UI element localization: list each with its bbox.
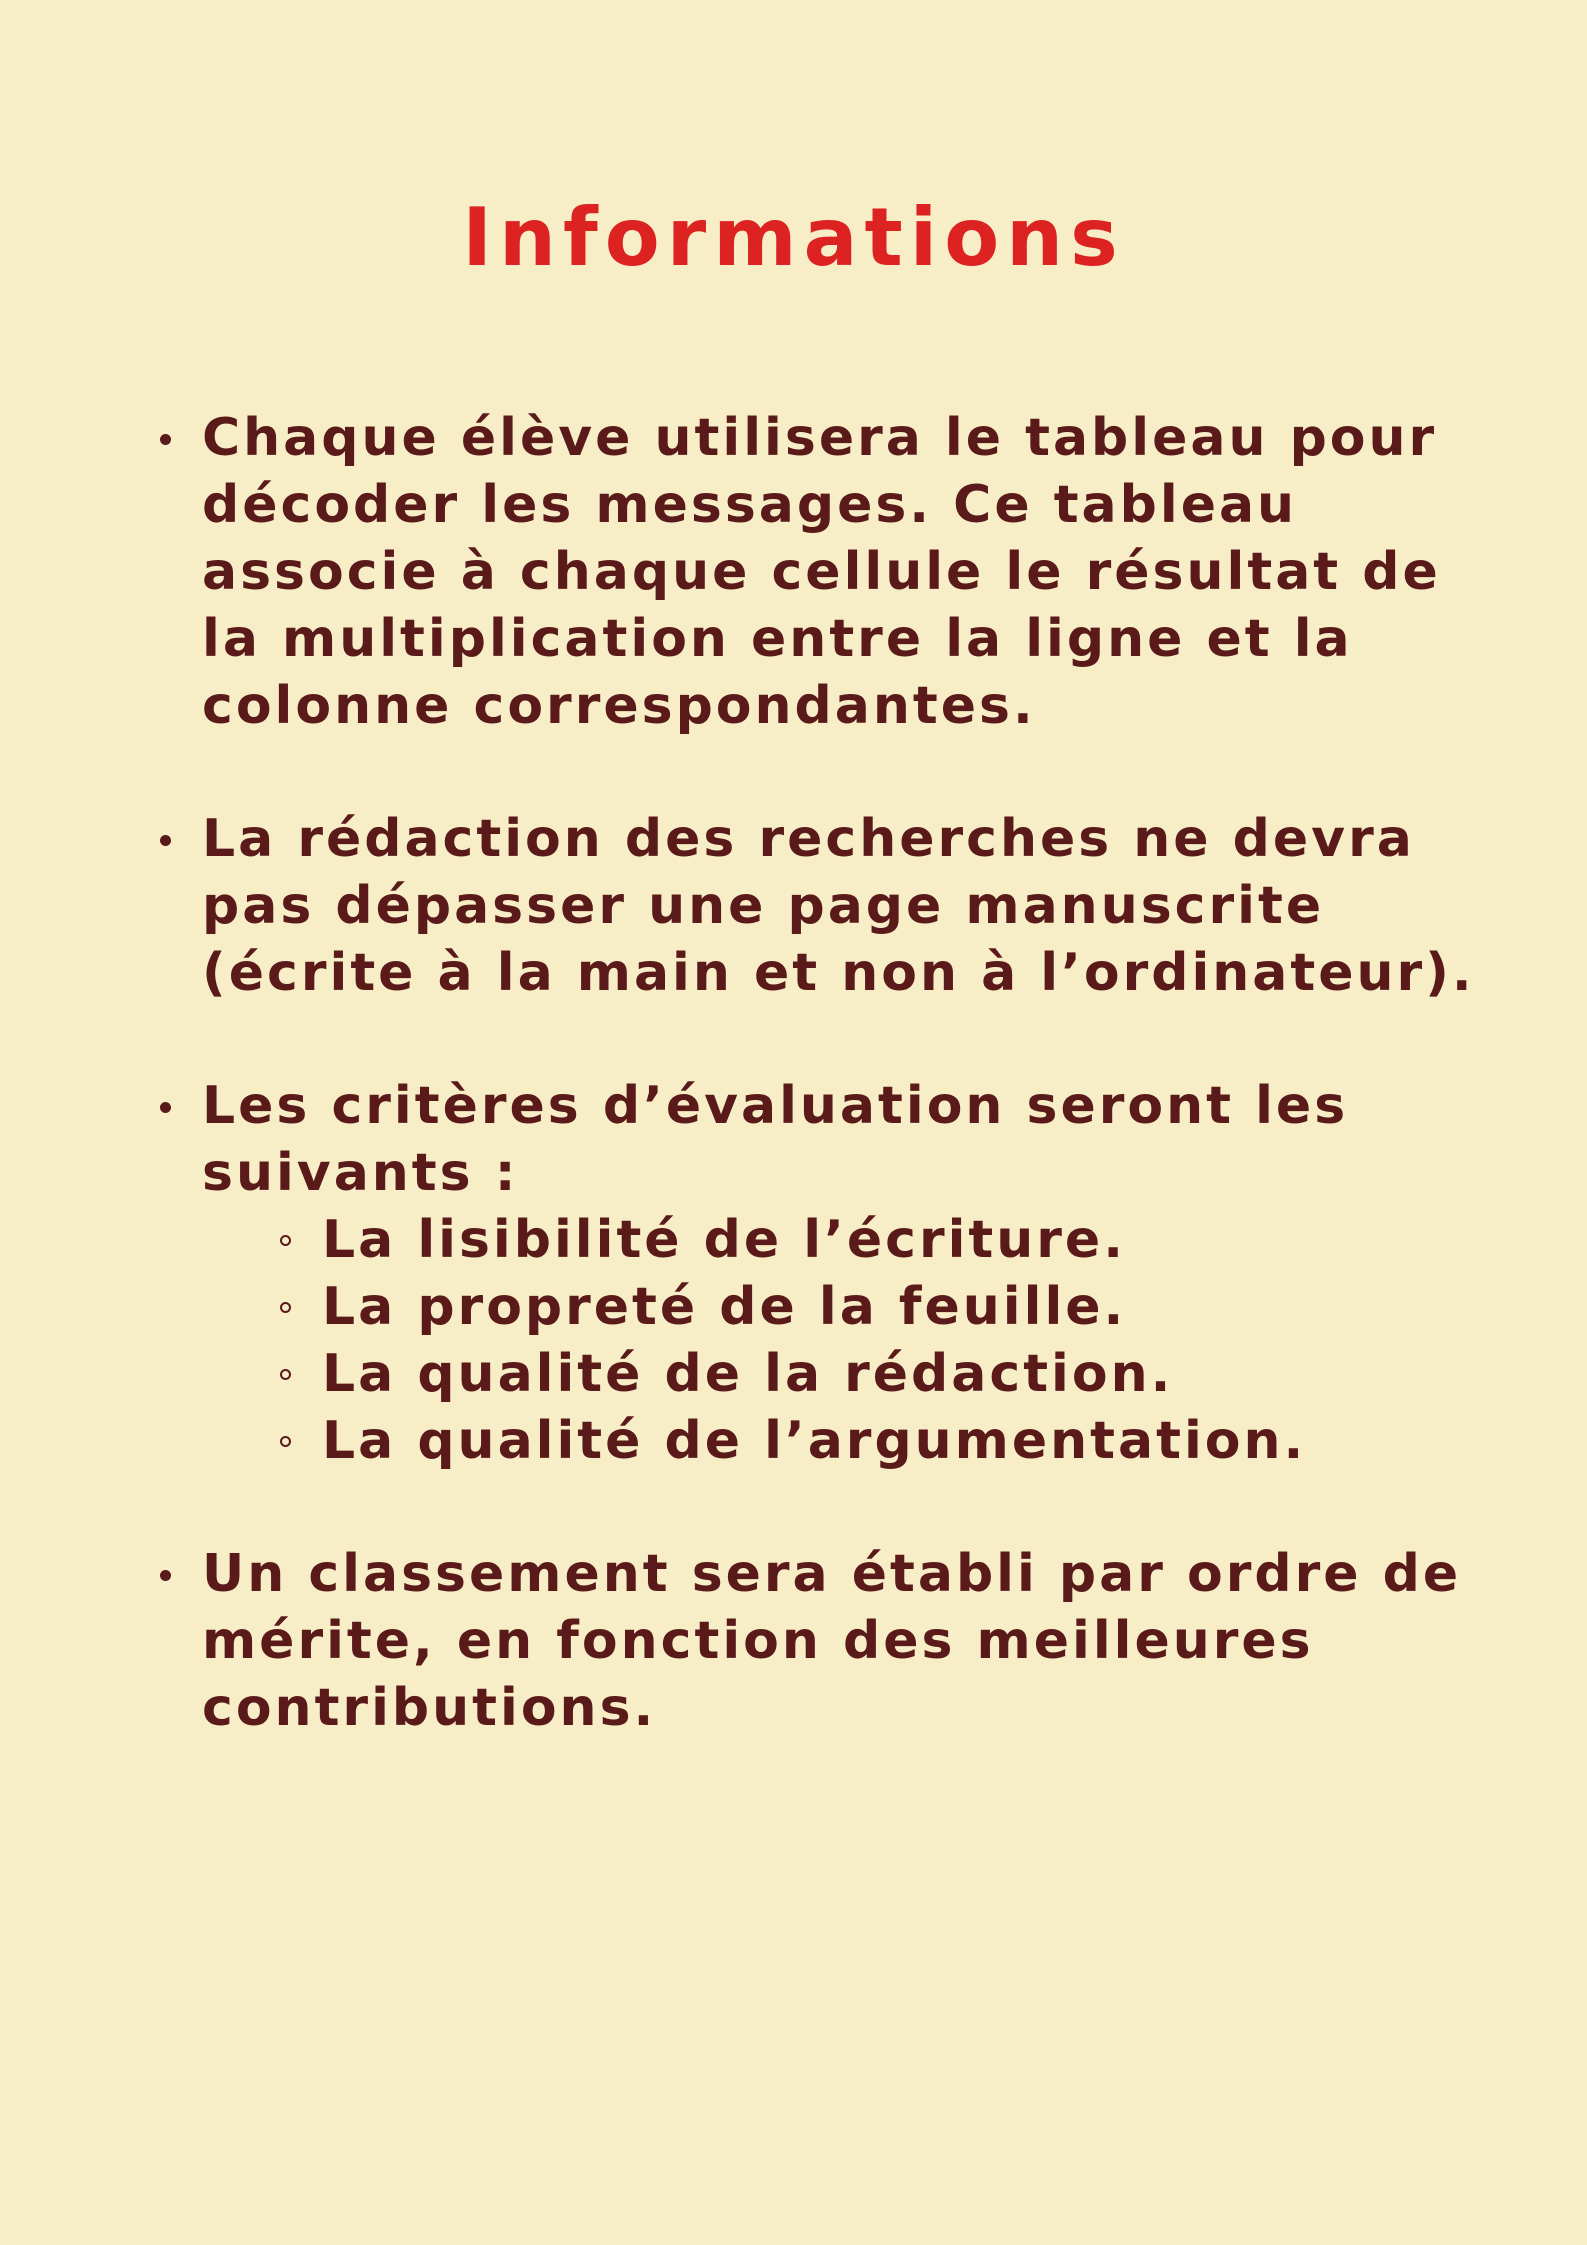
bullet-item-criteria bbox=[150, 1073, 1510, 1475]
bullet-text: Un classement sera établi par ordre de mérite, en fonction des meilleures contributions. bbox=[202, 1544, 1462, 1738]
information-content bbox=[150, 405, 1510, 1808]
sub-bullet-circle-icon bbox=[280, 1436, 291, 1447]
bullet-text: Chaque élève utilisera le tableau pour décoder les messages. Ce tableau associe à chaque cellule le résultat de la multiplication entre la ligne et la colonne correspondantes. bbox=[202, 408, 1441, 736]
bullet-item-redaction bbox=[150, 806, 1510, 1007]
criteria-text: La qualité de l’argumentation. bbox=[322, 1411, 1307, 1471]
bullet-list bbox=[150, 405, 1510, 1742]
criteria-item-legibility bbox=[322, 1207, 1510, 1274]
bullet-text: La rédaction des recherches ne devra pas dépasser une page manuscrite (écrite à la main et non à l’ordinateur). bbox=[202, 809, 1475, 1003]
criteria-item-cleanliness bbox=[322, 1274, 1510, 1341]
criteria-text: La qualité de la rédaction. bbox=[322, 1344, 1174, 1404]
criteria-item-argumentation bbox=[322, 1408, 1510, 1475]
sub-bullet-circle-icon bbox=[280, 1302, 291, 1313]
criteria-text: La propreté de la feuille. bbox=[322, 1277, 1127, 1337]
bullet-dot-icon bbox=[160, 434, 171, 445]
page-title: Informations bbox=[462, 191, 1125, 284]
sub-bullet-circle-icon bbox=[280, 1235, 291, 1246]
sub-bullet-circle-icon bbox=[280, 1369, 291, 1380]
criteria-sub-list bbox=[202, 1207, 1510, 1475]
bullet-text: Les critères d’évaluation seront les suivants : bbox=[202, 1076, 1349, 1203]
bullet-item-decoding bbox=[150, 405, 1510, 740]
criteria-item-writing-quality bbox=[322, 1341, 1510, 1408]
bullet-dot-icon bbox=[160, 1570, 171, 1581]
criteria-text: La lisibilité de l’écriture. bbox=[322, 1210, 1126, 1270]
bullet-item-ranking bbox=[150, 1541, 1510, 1742]
bullet-dot-icon bbox=[160, 1102, 171, 1113]
bullet-dot-icon bbox=[160, 835, 171, 846]
